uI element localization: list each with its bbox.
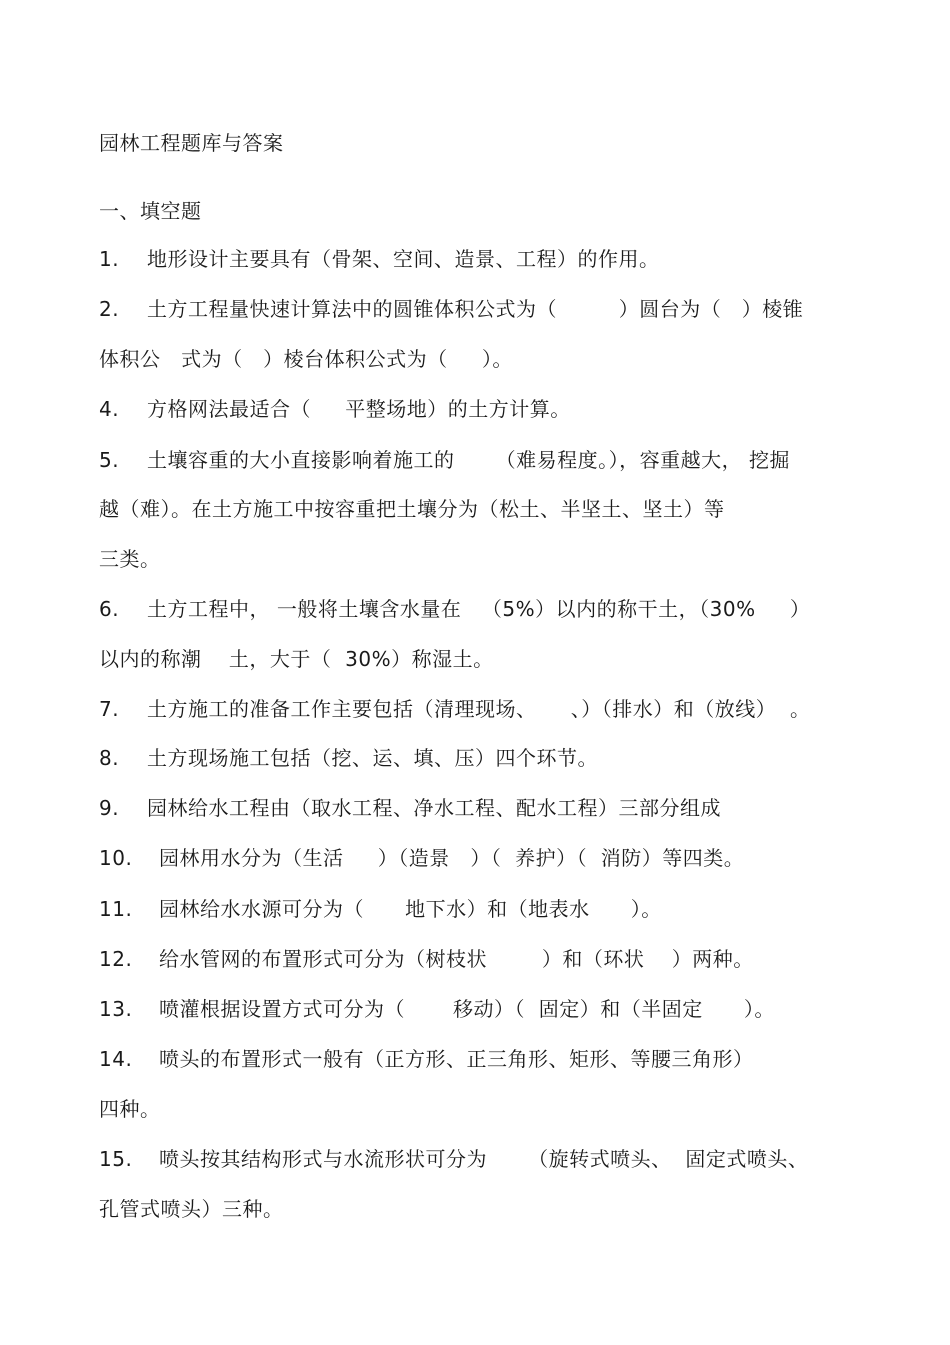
question-continuation: 孔管式喷头）三种。 <box>99 1197 284 1221</box>
question-line <box>99 246 660 272</box>
question-number: 6. <box>99 597 120 621</box>
question-continuation: 越（难）。在土方施工中按容重把土壤分为（松土、半坚土、坚土）等 <box>99 497 725 521</box>
question-continuation: 四种。 <box>99 1097 161 1121</box>
question-number: 13. <box>99 997 133 1021</box>
question-line <box>99 447 790 473</box>
document-title: 园林工程题库与答案 <box>99 131 284 155</box>
question-text: 喷头按其结构形式与水流形状可分为 （旋转式喷头、 固定式喷头、 <box>159 1147 809 1171</box>
question-text: 土壤容重的大小直接影响着施工的 （难易程度。），容重越大， 挖掘 <box>147 448 791 472</box>
question-line <box>99 946 754 972</box>
question-line <box>99 396 571 422</box>
question-text: 土方现场施工包括（挖、运、填、压）四个环节。 <box>147 746 598 770</box>
question-number: 10. <box>99 846 133 870</box>
question-text: 土方工程中， 一般将土壤含水量在 （5%）以内的称干土，（30% ） <box>147 597 811 621</box>
question-text: 园林用水分为（生活 ）（造景 ）（ 养护）（ 消防）等四类。 <box>159 846 745 870</box>
question-number: 14. <box>99 1047 133 1071</box>
question-line <box>99 296 803 322</box>
question-text: 园林给水水源可分为（ 地下水）和（地表水 ）。 <box>159 897 662 921</box>
question-line <box>99 896 662 922</box>
question-number: 11. <box>99 897 133 921</box>
question-line <box>99 696 811 722</box>
question-number: 2. <box>99 297 120 321</box>
question-line <box>99 596 810 622</box>
question-text: 园林给水工程由（取水工程、净水工程、配水工程）三部分组成 <box>147 796 721 820</box>
question-line <box>99 845 744 871</box>
question-number: 15. <box>99 1147 133 1171</box>
question-line <box>99 1046 754 1072</box>
question-number: 1. <box>99 247 120 271</box>
question-text: 地形设计主要具有（骨架、空间、造景、工程）的作用。 <box>147 247 660 271</box>
question-text: 喷灌根据设置方式可分为（ 移动）（ 固定）和（半固定 ）。 <box>159 997 775 1021</box>
question-continuation: 三类。 <box>99 547 161 571</box>
question-number: 5. <box>99 448 120 472</box>
question-continuation: 以内的称潮 土，大于（ 30%）称湿土。 <box>99 647 494 671</box>
question-line <box>99 1146 808 1172</box>
question-line <box>99 745 598 771</box>
question-text: 给水管网的布置形式可分为（树枝状 ）和（环状 ）两种。 <box>159 947 754 971</box>
question-line <box>99 996 775 1022</box>
question-text: 喷头的布置形式一般有（正方形、正三角形、矩形、等腰三角形） <box>159 1047 754 1071</box>
question-text: 方格网法最适合（ 平整场地）的土方计算。 <box>147 397 571 421</box>
question-number: 8. <box>99 746 120 770</box>
question-text: 土方施工的准备工作主要包括（清理现场、 、）（排水）和（放线） 。 <box>147 697 811 721</box>
question-text: 土方工程量快速计算法中的圆锥体积公式为（ ）圆台为（ ）棱锥 <box>147 297 804 321</box>
question-number: 9. <box>99 796 120 820</box>
question-number: 12. <box>99 947 133 971</box>
section-heading: 一、填空题 <box>99 199 202 223</box>
question-number: 7. <box>99 697 120 721</box>
question-line <box>99 795 721 821</box>
question-continuation: 体积公 式为（ ）棱台体积公式为（ ）。 <box>99 347 513 371</box>
question-number: 4. <box>99 397 120 421</box>
